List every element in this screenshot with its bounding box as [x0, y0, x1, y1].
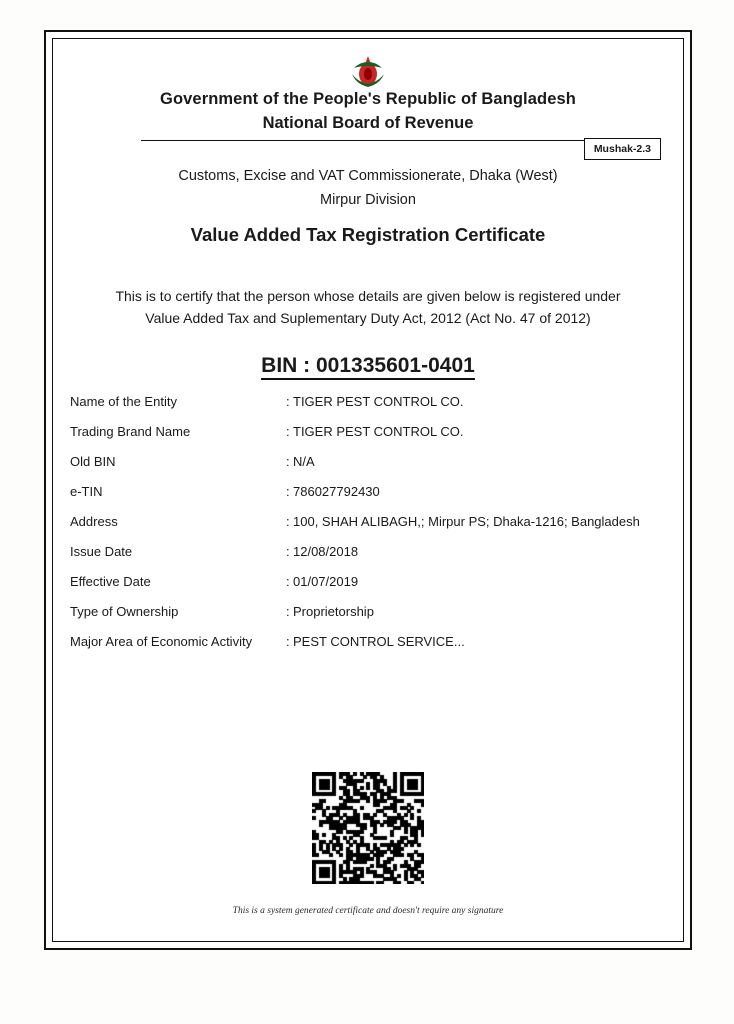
field-row — [70, 484, 666, 514]
field-value: : TIGER PEST CONTROL CO. — [286, 394, 464, 409]
field-row — [70, 394, 666, 424]
field-label: Name of the Entity — [70, 394, 177, 409]
government-title-line1: Government of the People's Republic of Bangladesh — [160, 90, 576, 108]
field-value-text: PEST CONTROL SERVICE... — [293, 634, 465, 649]
field-label: Old BIN — [70, 454, 116, 469]
form-code-badge: Mushak-2.3 — [584, 138, 661, 160]
field-row — [70, 634, 666, 664]
field-label: Effective Date — [70, 574, 151, 589]
details-field-list — [70, 394, 666, 664]
field-row — [70, 544, 666, 574]
field-value: : 100, SHAH ALIBAGH,; Mirpur PS; Dhaka-1216; Bangladesh — [286, 514, 640, 529]
field-value-text: N/A — [293, 454, 315, 469]
document-title: Value Added Tax Registration Certificate — [190, 224, 546, 245]
field-row — [70, 424, 666, 454]
field-value-text: 100, SHAH ALIBAGH,; Mirpur PS; Dhaka-1216; Bangladesh — [293, 514, 640, 529]
field-value-text: TIGER PEST CONTROL CO. — [293, 394, 464, 409]
certificate-page — [44, 30, 692, 950]
field-row — [70, 454, 666, 484]
field-value: : PEST CONTROL SERVICE... — [286, 634, 465, 649]
office-line-2: Mirpur Division — [320, 192, 416, 208]
field-value: : 786027792430 — [286, 484, 380, 499]
field-value: : 12/08/2018 — [286, 544, 359, 559]
qr-code — [312, 772, 424, 884]
field-row — [70, 574, 666, 604]
field-value-text: 786027792430 — [293, 484, 380, 499]
field-value: : N/A — [286, 454, 315, 469]
field-value-text: 01/07/2019 — [293, 574, 359, 589]
national-emblem-icon — [346, 52, 390, 92]
field-value: : 01/07/2019 — [286, 574, 359, 589]
certify-text-line2: Value Added Tax and Suplementary Duty Act, 2012 (Act No. 47 of 2012) — [145, 310, 591, 326]
field-row — [70, 514, 666, 544]
certify-text-line1: This is to certify that the person whose details are given below is registered under — [115, 288, 621, 304]
field-label: e-TIN — [70, 484, 103, 499]
field-value-text: TIGER PEST CONTROL CO. — [293, 424, 464, 439]
footer-note: This is a system generated certificate and doesn't require any signature — [232, 906, 504, 916]
field-label: Address — [70, 514, 118, 529]
field-value-text: 12/08/2018 — [293, 544, 359, 559]
field-label: Issue Date — [70, 544, 133, 559]
bin-value: BIN : 001335601-0401 — [261, 354, 475, 380]
field-label: Trading Brand Name — [70, 424, 191, 439]
bin-number — [46, 354, 690, 378]
field-label: Major Area of Economic Activity — [70, 634, 253, 649]
government-title-line2: National Board of Revenue — [262, 114, 474, 132]
field-value: : Proprietorship — [286, 604, 374, 619]
office-line-1: Customs, Excise and VAT Commissionerate, Dhaka (West) — [178, 168, 558, 184]
header-divider — [141, 140, 595, 141]
field-value-text: Proprietorship — [293, 604, 374, 619]
certificate-content — [46, 32, 690, 948]
field-row — [70, 604, 666, 634]
field-label: Type of Ownership — [70, 604, 179, 619]
field-value: : TIGER PEST CONTROL CO. — [286, 424, 464, 439]
